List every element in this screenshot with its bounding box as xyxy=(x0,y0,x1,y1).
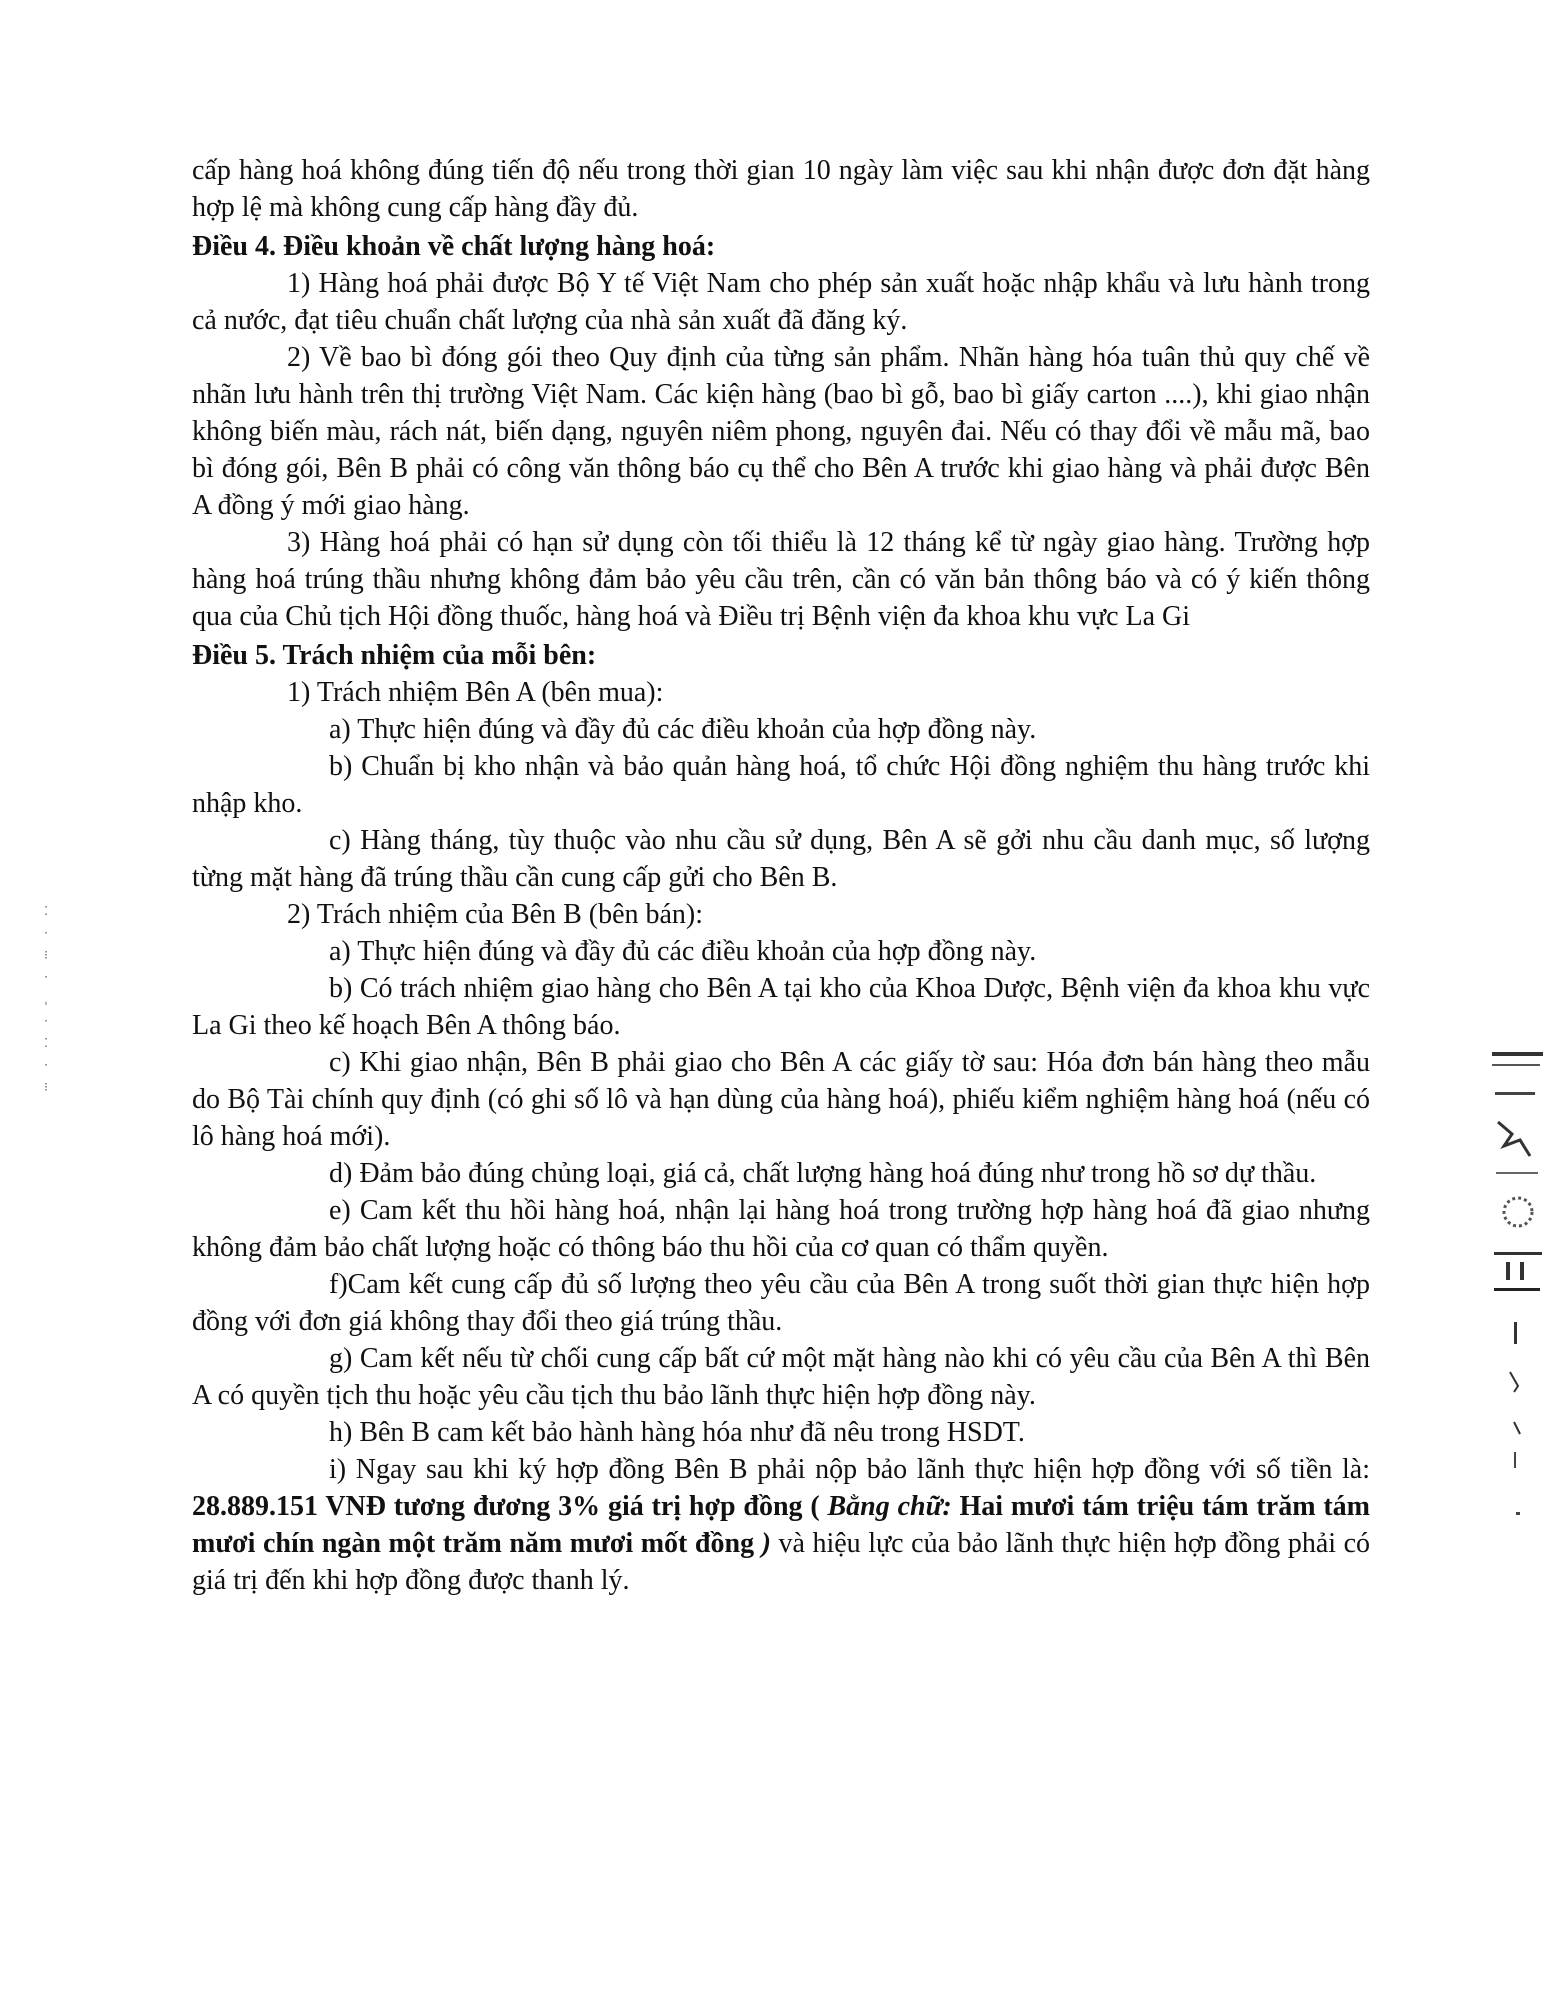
paragraph: h) Bên B cam kết bảo hành hàng hóa như đã nêu trong HSDT. xyxy=(329,1417,1025,1448)
stamp-fragment xyxy=(1490,1052,1545,1562)
paragraph: 3) Hàng hoá phải có hạn sử dụng còn tối thiểu là 12 tháng kể từ ngày giao hàng. Trường hợp hàng hoá trúng thầu nhưng không đảm bảo yêu cầu trên, cần có văn bản thông báo và có ý kiến thông qua của Chủ tịch Hội đồng thuốc, hàng hoá và Điều trị Bệnh viện đa khoa khu vực La Gi xyxy=(192,527,1370,632)
paragraph: a) Thực hiện đúng và đầy đủ các điều khoản của hợp đồng này. xyxy=(329,714,1037,745)
article-4-heading: Điều 4. Điều khoản về chất lượng hàng hoá: xyxy=(192,231,716,262)
paragraph: b) Có trách nhiệm giao hàng cho Bên A tại kho của Khoa Dược, Bệnh viện đa khoa khu vực La Gi theo kế hoạch Bên A thông báo. xyxy=(192,973,1370,1041)
paragraph: f)Cam kết cung cấp đủ số lượng theo yêu cầu của Bên A trong suốt thời gian thực hiện hợp đồng với đơn giá không thay đổi theo giá trúng thầu. xyxy=(192,1269,1370,1337)
paragraph: 2) Về bao bì đóng gói theo Quy định của từng sản phẩm. Nhãn hàng hóa tuân thủ quy chế về nhãn lưu hành trên thị trường Việt Nam. Các kiện hàng (bao bì gỗ, bao bì giấy carton ....), khi giao nhận không biến màu, rách nát, biến dạng, nguyên niêm phong, nguyên đai. Nếu có thay đổi về mẫu mã, bao bì đóng gói, Bên B phải có công văn thông báo cụ thể cho Bên A trước khi giao hàng và phải được Bên A đồng ý mới giao hàng. xyxy=(192,342,1370,521)
paragraph: e) Cam kết thu hồi hàng hoá, nhận lại hàng hoá trong trường hợp hàng hoá đã giao nhưng không đảm bảo chất lượng hoặc có thông báo thu hồi của cơ quan có thẩm quyền. xyxy=(192,1195,1370,1263)
amount-in-words: Hai mươi tám triệu tám trăm tám mươi chín ngàn một trăm năm mươi mốt đồng xyxy=(192,1491,1370,1559)
paragraph: a) Thực hiện đúng và đầy đủ các điều khoản của hợp đồng này. xyxy=(329,936,1037,967)
paragraph: cấp hàng hoá không đúng tiến độ nếu trong thời gian 10 ngày làm việc sau khi nhận được đơn đặt hàng hợp lệ mà không cung cấp hàng đầy đủ. xyxy=(192,155,1370,223)
article-5-heading: Điều 5. Trách nhiệm của mỗi bên: xyxy=(192,640,597,671)
seal-edge-graphic xyxy=(1490,1052,1545,1562)
paragraph: c) Khi giao nhận, Bên B phải giao cho Bên A các giấy tờ sau: Hóa đơn bán hàng theo mẫu do Bộ Tài chính quy định (có ghi số lô và hạn dùng của hàng hoá), phiếu kiểm nghiệm hàng hoá (nếu có lô hàng hoá mới). xyxy=(192,1047,1370,1152)
guarantee-intro: i) Ngay sau khi ký hợp đồng Bên B phải nộp bảo lãnh thực hiện hợp đồng với số tiền là: xyxy=(329,1454,1370,1485)
amount-in-words-label: Bằng chữ: xyxy=(827,1491,952,1522)
paragraph: 1) Trách nhiệm Bên A (bên mua): xyxy=(287,677,664,708)
paragraph: 1) Hàng hoá phải được Bộ Y tế Việt Nam cho phép sản xuất hoặc nhập khẩu và lưu hành trong cả nước, đạt tiêu chuẩn chất lượng của nhà sản xuất đã đăng ký. xyxy=(192,268,1370,336)
paragraph: b) Chuẩn bị kho nhận và bảo quản hàng hoá, tổ chức Hội đồng nghiệm thu hàng trước khi nhập kho. xyxy=(192,751,1370,819)
amount-close-paren: ) xyxy=(761,1528,771,1559)
document-body xyxy=(192,152,1370,1599)
guarantee-validity: và hiệu lực của bảo lãnh thực hiện hợp đồng phải có giá trị đến khi hợp đồng được thanh lý. xyxy=(192,1528,1371,1596)
paragraph: c) Hàng tháng, tùy thuộc vào nhu cầu sử dụng, Bên A sẽ gởi nhu cầu danh mục, số lượng từng mặt hàng đã trúng thầu cần cung cấp gửi cho Bên B. xyxy=(192,825,1370,893)
guarantee-amount: 28.889.151 VNĐ tương đương 3% giá trị hợp đồng ( xyxy=(192,1491,828,1522)
guarantee-paragraph xyxy=(192,1451,1370,1599)
paragraph: 2) Trách nhiệm của Bên B (bên bán): xyxy=(287,899,704,930)
paragraph: d) Đảm bảo đúng chủng loại, giá cả, chất lượng hàng hoá đúng như trong hồ sơ dự thầu. xyxy=(329,1158,1317,1189)
paragraph: g) Cam kết nếu từ chối cung cấp bất cứ một mặt hàng nào khi có yêu cầu của Bên A thì Bên A có quyền tịch thu hoặc yêu cầu tịch thu bảo lãnh thực hiện hợp đồng này. xyxy=(192,1343,1370,1411)
binding-marks: ⁚ · ⁝ · ˌ · ⁚ · ⁝ xyxy=(44,904,48,1094)
